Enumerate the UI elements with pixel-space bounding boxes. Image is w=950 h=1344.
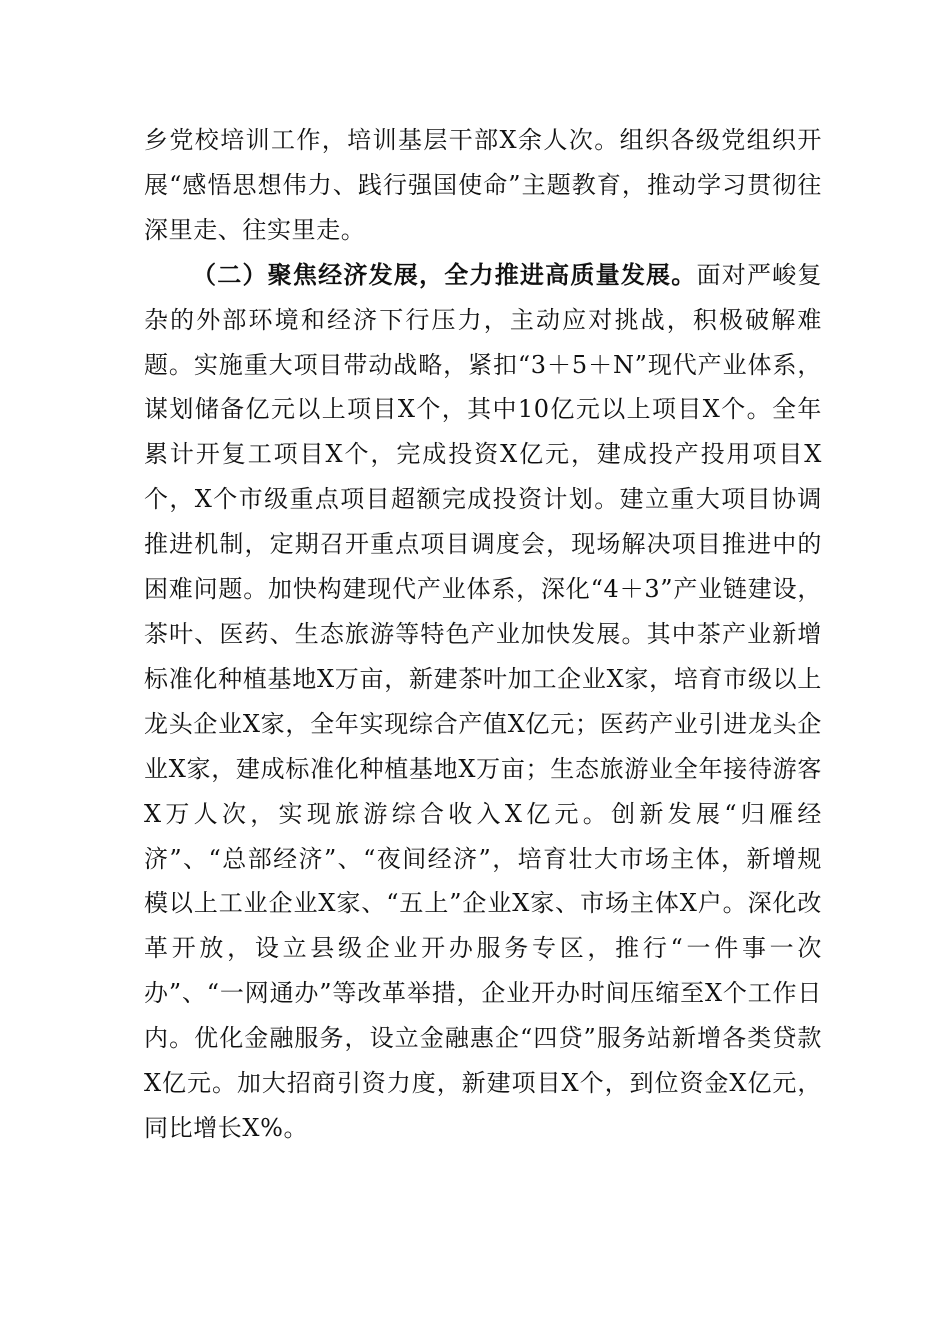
section-heading-economic-development: （二）聚焦经济发展，全力推进高质量发展。 [192, 259, 697, 289]
paragraph-party-school-training: 乡党校培训工作，培训基层干部X余人次。组织各级党组织开展“感悟思想伟力、践行强国使命”主题教育，推动学习贯彻往深里走、往实里走。 [144, 126, 822, 244]
paragraph-economic-development-body: 面对严峻复杂的外部环境和经济下行压力，主动应对挑战，积极破解难题。实施重大项目带动战略，紧扣“3＋5＋N”现代产业体系，谋划储备亿元以上项目X个，其中10亿元以上项目X个。全年累计开复工项目X个，完成投资X亿元，建成投产投用项目X个，X个市级重点项目超额完成投资计划。建立重大项目协调推进机制，定期召开重点项目调度会，现场解决项目推进中的困难问题。加快构建现代产业体系，深化“4＋3”产业链建设，茶叶、医药、生态旅游等特色产业加快发展。其中茶产业新增标准化种植基地X万亩，新建茶叶加工企业X家，培育市级以上龙头企业X家，全年实现综合产值X亿元；医药产业引进龙头企业X家，建成标准化种植基地X万亩；生态旅游业全年接待游客X万人次，实现旅游综合收入X亿元。创新发展“归雁经济”、“总部经济”、“夜间经济”，培育壮大市场主体，新增规模以上工业企业X家、“五上”企业X家、市场主体X户。深化改革开放，设立县级企业开办服务专区，推行“一件事一次办”、“一网通办”等改革举措，企业开办时间压缩至X个工作日内。优化金融服务，设立金融惠企“四贷”服务站新增各类贷款X亿元。加大招商引资力度，新建项目X个，到位资金X亿元，同比增长X%。 [144, 260, 822, 1142]
paragraph-economic-development [144, 253, 822, 1151]
document-body [144, 118, 822, 1151]
